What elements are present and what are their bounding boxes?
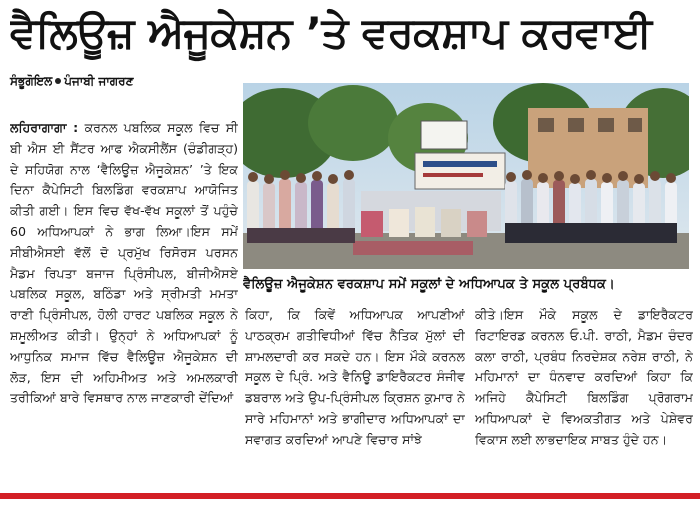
bullet-dot-icon <box>55 78 61 84</box>
column-1-body: ਕਰਨਲ ਪਬਲਿਕ ਸਕੂਲ ਵਿਚ ਸੀ ਬੀ ਐਸ ਈ ਸੈਂਟਰ ਆਫ ਐਕਸੀਲੈਂਸ (ਚੰਡੀਗੜ੍ਹ) ਦੇ ਸਹਿਯੋਗ ਨਾਲ ‘ਵੈਲਿਊਜ਼ ਐਜੂਕੇਸ਼ਨ’ ’ਤੇ ਇਕ ਦਿਨਾ ਕੈਪੇਸਿਟੀ ਬਿਲਡਿੰਗ ਵਰਕਸ਼ਾਪ ਆਯੋਜਿਤ ਕੀਤੀ ਗਈ। ਇਸ ਵਿਚ ਵੱਖ-ਵੱਖ ਸਕੂਲਾਂ ਤੋਂ ਪਹੁੰਚੇ 60 ਅਧਿਆਪਕਾਂ ਨੇ ਭਾਗ ਲਿਆ।ਇਸ ਸਮੇਂ ਸੀਬੀਐਸਈ ਵੱਲੋਂ ਦੋ ਪ੍ਰਮੁੱਖ ਰਿਸੋਰਸ ਪਰਸਨ ਮੈਡਮ ਰਿਪਤਾ ਬਜਾਜ ਪ੍ਰਿੰਸੀਪਲ, ਬੀਜੀਐਸਏ ਪਬਲਿਕ ਸਕੂਲ, ਬਠਿੰਡਾ ਅਤੇ ਸ੍ਰੀਮਤੀ ਮਮਤਾ ਰਾਣੀ ਪ੍ਰਿੰਸੀਪਲ, ਹੋਲੀ ਹਾਰਟ ਪਬਲਿਕ ਸਕੂਲ ਨੇ ਸ਼ਮੂਲੀਅਤ ਕੀਤੀ। ਉਨ੍ਹਾਂ ਨੇ ਅਧਿਆਪਕਾਂ ਨੂੰ ਆਧੁਨਿਕ ਸਮਾਜ ਵਿੱਚ ਵੈਲਿਊਜ਼ ਐਜੂਕੇਸ਼ਨ ਦੀ ਲੋੜ, ਇਸ ਦੀ ਅਹਿਮੀਅਤ ਅਤੇ ਅਮਲਕਾਰੀ ਤਰੀਕਿਆਂ ਬਾਰੇ ਵਿਸਥਾਰ ਨਾਲ ਜਾਣਕਾਰੀ ਦੇਂਦਿਆਂ <box>10 120 238 406</box>
headline: ਵੈਲਿਊਜ਼ ਐਜੂਕੇਸ਼ਨ ’ਤੇ ਵਰਕਸ਼ਾਪ ਕਰਵਾਈ <box>10 8 652 57</box>
group-photo-illustration <box>243 83 689 269</box>
dateline: ਲਹਿਰਾਗਾਗਾ : <box>10 120 79 135</box>
byline-paper: ਪੰਜਾਬੀ ਜਾਗਰਣ <box>64 74 134 88</box>
byline <box>10 72 133 90</box>
photo-caption: ਵੈਲਿਊਜ਼ ਐਜੂਕੇਸ਼ਨ ਵਰਕਸ਼ਾਪ ਸਮੇਂ ਸਕੂਲਾਂ ਦੇ ਅਧਿਆਪਕ ਤੇ ਸਕੂਲ ਪ੍ਰਬੰਧਕ। <box>243 277 615 292</box>
article-column-3 <box>475 305 693 480</box>
bottom-red-rule <box>0 493 700 499</box>
column-2-body: ਕਿਹਾ, ਕਿ ਕਿਵੇਂ ਅਧਿਆਪਕ ਆਪਣੀਆਂ ਪਾਠਕ੍ਰਮ ਗਤੀਵਿਧੀਆਂ ਵਿੱਚ ਨੈਤਿਕ ਮੁੱਲਾਂ ਦੀ ਸ਼ਾਮਲਦਾਰੀ ਕਰ ਸਕਦੇ ਹਨ। ਇਸ ਮੌਕੇ ਕਰਨਲ ਸਕੂਲ ਦੇ ਪ੍ਰਿੰ. ਅਤੇ ਵੈਨਿਊ ਡਾਇਰੈਕਟਰ ਸੰਜੀਵ ਡਬਰਾਲ ਅਤੇ ਉਪ-ਪ੍ਰਿੰਸੀਪਲ ਕ੍ਰਿਸ਼ਨ ਕੁਮਾਰ ਨੇ ਸਾਰੇ ਮਹਿਮਾਨਾਂ ਅਤੇ ਭਾਗੀਦਾਰ ਅਧਿਆਪਕਾਂ ਦਾ ਸਵਾਗਤ ਕਰਦਿਆਂ ਆਪਣੇ ਵਿਚਾਰ ਸਾਂਝੇ <box>245 307 465 447</box>
article-column-2 <box>245 305 465 480</box>
group-photo <box>243 83 689 269</box>
article-column-1 <box>10 118 238 478</box>
column-3-body: ਕੀਤੇ।ਇਸ ਮੌਕੇ ਸਕੂਲ ਦੇ ਡਾਇਰੈਕਟਰ ਰਿਟਾਇਰਡ ਕਰਨਲ ਓ.ਪੀ. ਰਾਠੀ, ਮੈਡਮ ਚੰਦਰ ਕਲਾ ਰਾਠੀ, ਪ੍ਰਬੰਧ ਨਿਰਦੇਸ਼ਕ ਨਰੇਸ਼ ਰਾਠੀ, ਨੇ ਮਹਿਮਾਨਾਂ ਦਾ ਧੰਨਵਾਦ ਕਰਦਿਆਂ ਕਿਹਾ ਕਿ ਅਜਿਹੇ ਕੈਪੇਸਿਟੀ ਬਿਲਡਿੰਗ ਪ੍ਰੋਗਰਾਮ ਅਧਿਆਪਕਾਂ ਦੇ ਵਿਅਕਤੀਗਤ ਅਤੇ ਪੇਸ਼ੇਵਰ ਵਿਕਾਸ ਲਈ ਲਾਭਦਾਇਕ ਸਾਬਤ ਹੁੰਦੇ ਹਨ। <box>475 307 693 447</box>
byline-place: ਸੰਭੂਗੋਇਲ <box>10 74 53 88</box>
